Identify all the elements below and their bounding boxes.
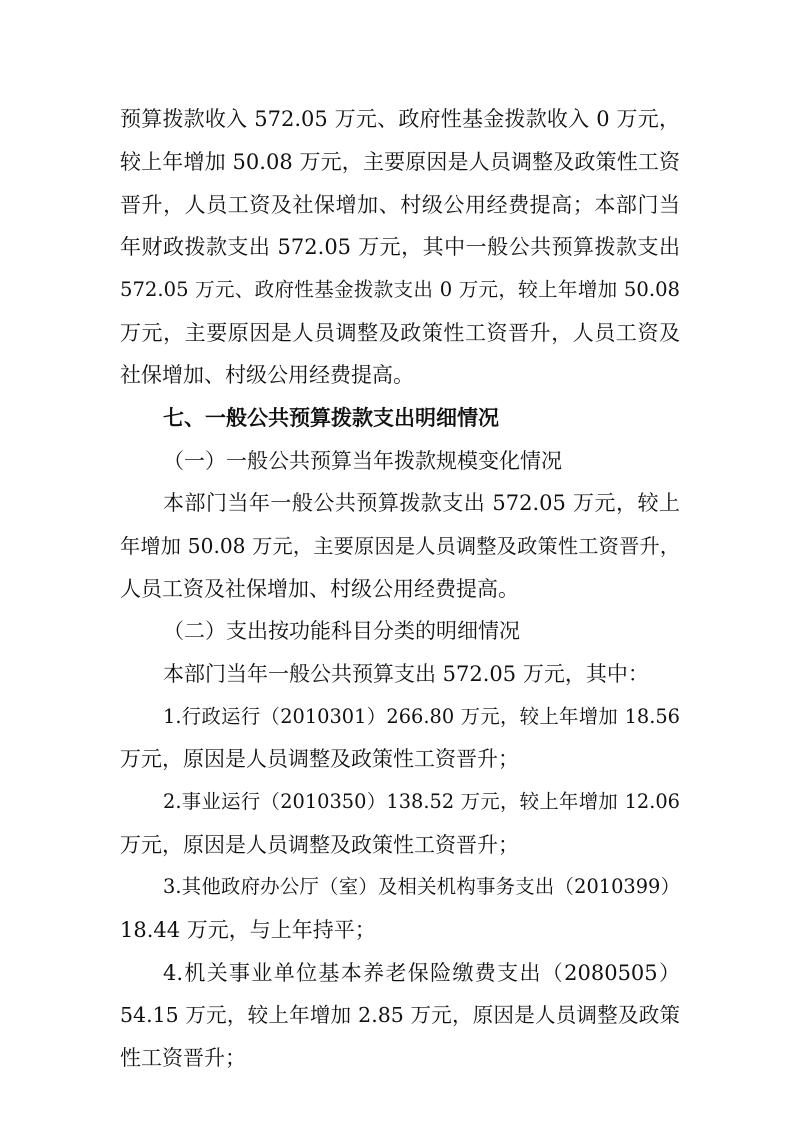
list-item-line: 性工资晋升； xyxy=(120,1046,246,1070)
paragraph-line: 本部门当年一般公共预算支出 572.05 万元，其中： xyxy=(163,662,649,686)
list-item-line: 18.44 万元，与上年持平； xyxy=(120,918,376,942)
paragraph-line: 572.05 万元、政府性基金拨款支出 0 万元，较上年增加 50.08 xyxy=(120,278,680,301)
list-item-line: 2.事业运行（2010350）138.52 万元，较上年增加 12.06 xyxy=(163,790,680,813)
list-item-line: 4.机关事业单位基本养老保险缴费支出（2080505） xyxy=(163,961,680,985)
section-heading: 七、一般公共预算拨款支出明细情况 xyxy=(163,406,499,430)
paragraph-line: 人员工资及社保增加、村级公用经费提高。 xyxy=(120,577,519,601)
list-item-line: 54.15 万元，较上年增加 2.85 万元，原因是人员调整及政策 xyxy=(120,1003,680,1027)
paragraph-line: 年财政拨款支出 572.05 万元，其中一般公共预算拨款支出 xyxy=(120,235,680,259)
paragraph-line: 较上年增加 50.08 万元，主要原因是人员调整及政策性工资 xyxy=(120,150,680,174)
paragraph-line: 社保增加、村级公用经费提高。 xyxy=(120,363,414,387)
subsection-heading: （二）支出按功能科目分类的明细情况 xyxy=(163,619,520,643)
paragraph-line: 万元，主要原因是人员调整及政策性工资晋升，人员工资及 xyxy=(120,321,680,345)
list-item-line: 1.行政运行（2010301）266.80 万元，较上年增加 18.56 xyxy=(163,705,680,728)
list-item-line: 3.其他政府办公厅（室）及相关机构事务支出（2010399） xyxy=(163,875,680,898)
paragraph-line: 本部门当年一般公共预算拨款支出 572.05 万元，较上 xyxy=(163,491,680,515)
subsection-heading: （一）一般公共预算当年拨款规模变化情况 xyxy=(163,449,562,473)
list-item-line: 万元，原因是人员调整及政策性工资晋升； xyxy=(120,833,519,857)
paragraph-line: 年增加 50.08 万元，主要原因是人员调整及政策性工资晋升， xyxy=(120,534,680,558)
list-item-line: 万元，原因是人员调整及政策性工资晋升； xyxy=(120,747,519,771)
paragraph-line: 晋升，人员工资及社保增加、村级公用经费提高；本部门当 xyxy=(120,193,680,217)
paragraph-line: 预算拨款收入 572.05 万元、政府性基金拨款收入 0 万元， xyxy=(120,107,680,131)
